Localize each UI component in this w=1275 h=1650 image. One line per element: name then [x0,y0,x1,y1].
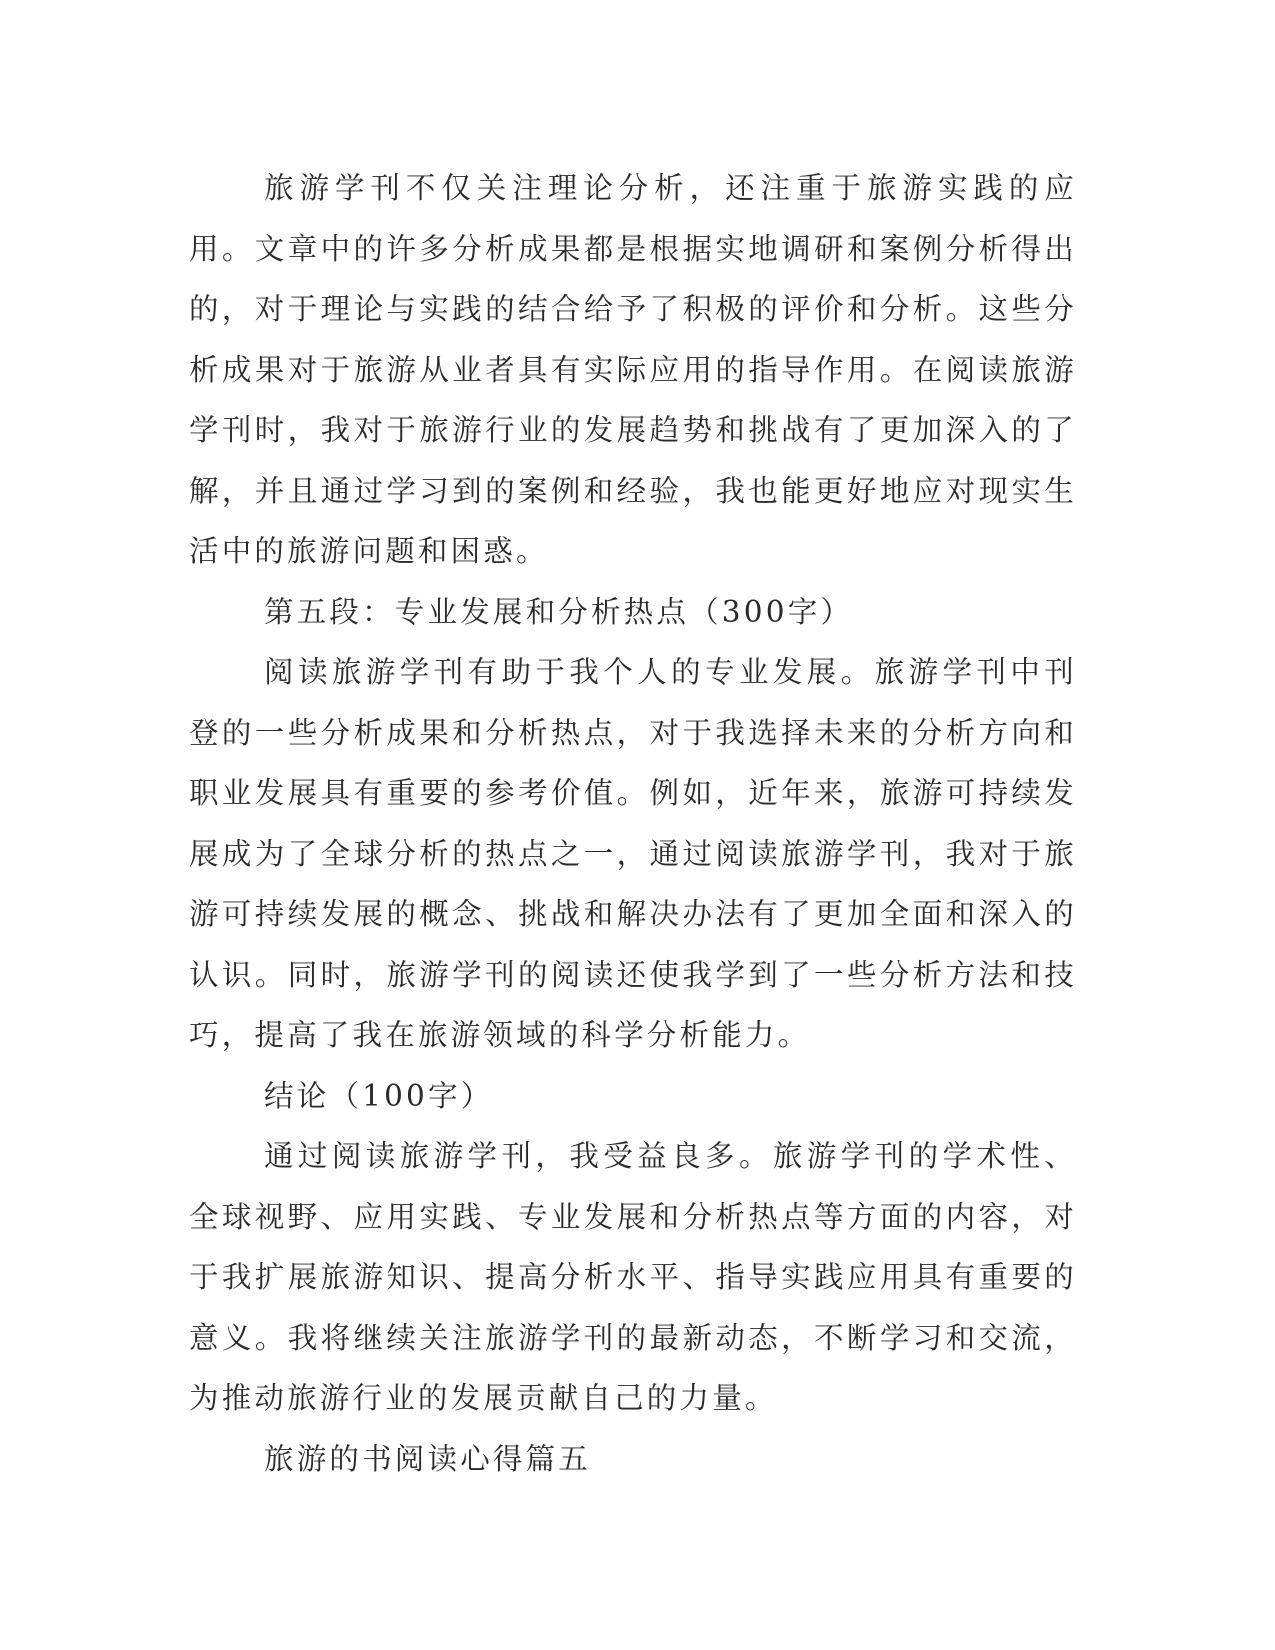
section-heading-part-five: 旅游的书阅读心得篇五 [264,1441,592,1476]
paragraph-professional-development: 阅读旅游学刊有助于我个人的专业发展。旅游学刊中刊登的一些分析成果和分析热点，对于我选择未来的分析方向和职业发展具有重要的参考价值。例如，近年来，旅游可持续发展成为了全球分析的热点之一，通过阅读旅游学刊，我对于旅游可持续发展的概念、挑战和解决办法有了更加全面和深入的认识。同时，旅游学刊的阅读还使我学到了一些分析方法和技巧，提高了我在旅游领域的科学分析能力。 [189,655,1077,1052]
section-heading-professional-development: 第五段：专业发展和分析热点（300字） [264,594,854,629]
paragraph-conclusion: 通过阅读旅游学刊，我受益良多。旅游学刊的学术性、全球视野、应用实践、专业发展和分析热点等方面的内容，对于我扩展旅游知识、提高分析水平、指导实践应用具有重要的意义。我将继续关注旅游学刊的最新动态，不断学习和交流，为推动旅游行业的发展贡献自己的力量。 [189,1139,1077,1415]
section-heading-conclusion: 结论（100字） [264,1078,494,1113]
document-body [189,158,1077,1489]
paragraph-practice-application: 旅游学刊不仅关注理论分析，还注重于旅游实践的应用。文章中的许多分析成果都是根据实地调研和案例分析得出的，对于理论与实践的结合给予了积极的评价和分析。这些分析成果对于旅游从业者具有实际应用的指导作用。在阅读旅游学刊时，我对于旅游行业的发展趋势和挑战有了更加深入的了解，并且通过学习到的案例和经验，我也能更好地应对现实生活中的旅游问题和困惑。 [189,171,1077,568]
